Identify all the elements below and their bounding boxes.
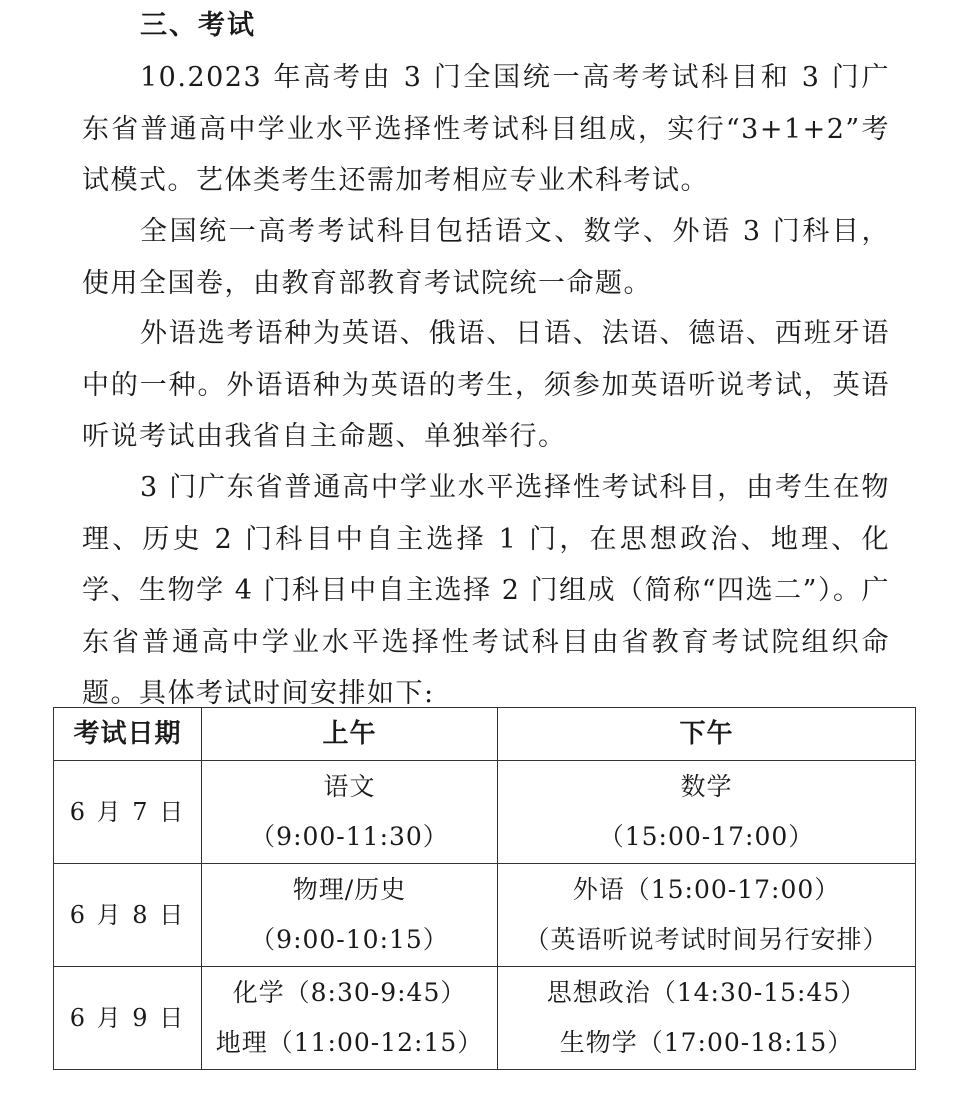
paragraph-foreign-language: 外语选考语种为英语、俄语、日语、法语、德语、西班牙语中的一种。外语语种为英语的考生，须参加英语听说考试，英语听说考试由我省自主命题、单独举行。 xyxy=(82,318,890,452)
paragraph-elective-subjects: 3 门广东省普通高中学业水平选择性考试科目，由考生在物理、历史 2 门科目中自主选择 1 门，在思想政治、地理、化学、生物学 4 门科目中自主选择 2 门组成（简称“四选二”）。广东省普通高中学业水平选择性考试科目由省教育考试院组织命题。具体考试时间安排如下: xyxy=(82,472,890,709)
header-afternoon: 下午 xyxy=(498,708,916,761)
morning-subject-2: 地理（11:00-12:15） xyxy=(215,1028,484,1057)
morning-subject: 语文 xyxy=(323,772,376,801)
table-row xyxy=(54,761,916,864)
afternoon-subject-2: 生物学（17:00-18:15） xyxy=(559,1028,854,1057)
table-header-row xyxy=(54,708,916,761)
exam-date-cell: 6 月 9 日 xyxy=(54,967,202,1070)
afternoon-cell xyxy=(498,864,916,967)
afternoon-subject: 数学 xyxy=(680,772,733,801)
afternoon-time: （15:00-17:00） xyxy=(598,822,815,851)
section-title: 三、考试 xyxy=(140,10,256,41)
morning-time: （9:00-10:15） xyxy=(250,925,449,954)
table-row xyxy=(54,864,916,967)
afternoon-cell xyxy=(498,761,916,864)
morning-cell xyxy=(202,761,498,864)
afternoon-subject-1: 思想政治（14:30-15:45） xyxy=(546,978,867,1007)
table-row xyxy=(54,967,916,1070)
afternoon-note: （英语听说考试时间另行安排） xyxy=(524,925,889,954)
paragraph-national-subjects: 全国统一高考考试科目包括语文、数学、外语 3 门科目，使用全国卷，由教育部教育考试院统一命题。 xyxy=(82,216,890,299)
header-morning: 上午 xyxy=(202,708,498,761)
afternoon-cell xyxy=(498,967,916,1070)
exam-schedule-table xyxy=(53,707,916,1070)
morning-subject: 物理/历史 xyxy=(292,875,407,904)
header-exam-date: 考试日期 xyxy=(54,708,202,761)
morning-cell xyxy=(202,864,498,967)
exam-date-cell: 6 月 7 日 xyxy=(54,761,202,864)
morning-cell xyxy=(202,967,498,1070)
paragraph-exam-structure: 10.2023 年高考由 3 门全国统一高考考试科目和 3 门广东省普通高中学业水平选择性考试科目组成，实行“3+1+2”考试模式。艺体类考生还需加考相应专业术科考试。 xyxy=(82,62,890,196)
morning-time: （9:00-11:30） xyxy=(250,822,449,851)
morning-subject-1: 化学（8:30-9:45） xyxy=(232,978,467,1007)
exam-date-cell: 6 月 8 日 xyxy=(54,864,202,967)
afternoon-subject: 外语（15:00-17:00） xyxy=(572,875,841,904)
